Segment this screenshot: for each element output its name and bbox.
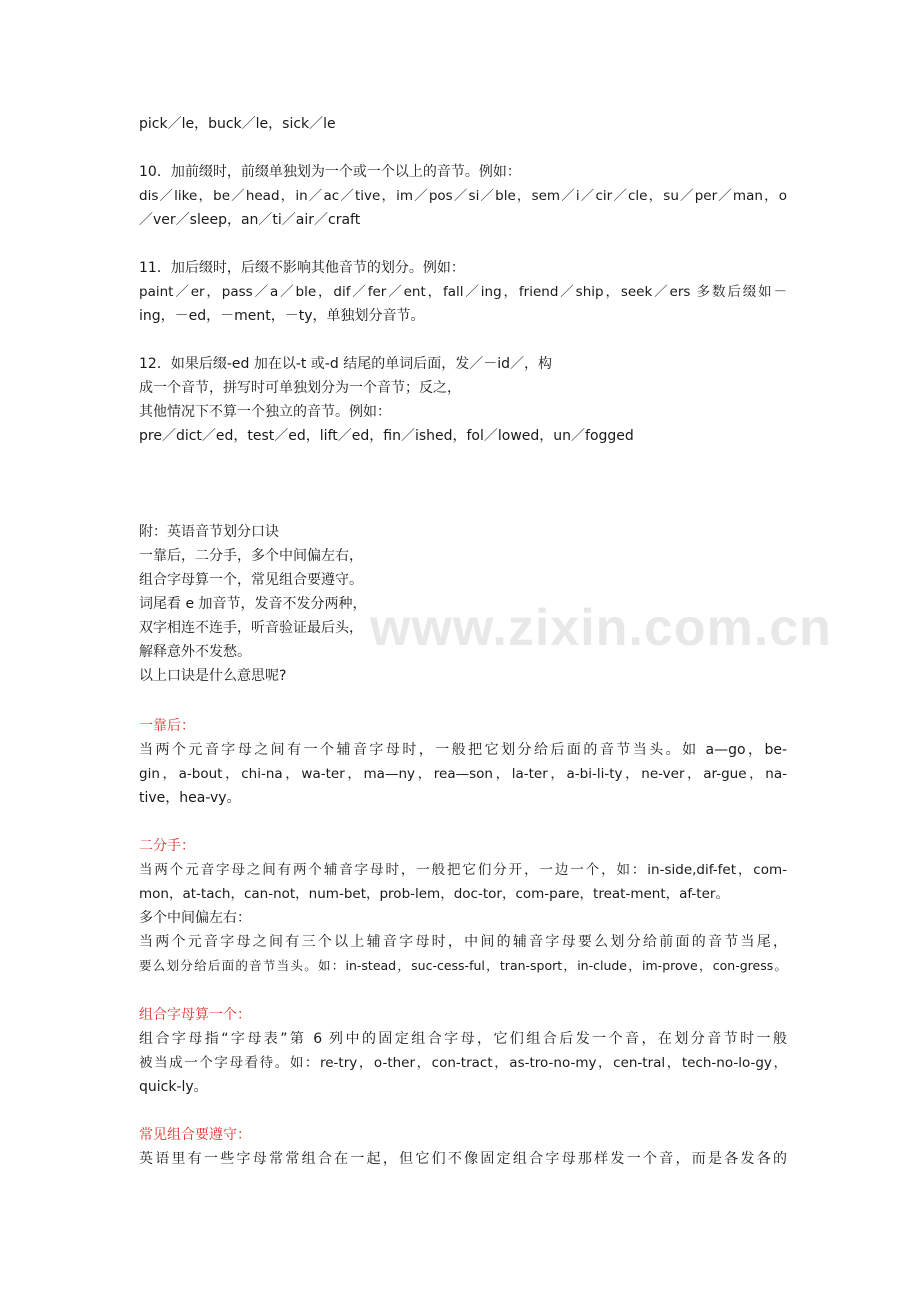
rhyme-line: 解释意外不发愁。 (139, 644, 251, 660)
text-line: 当两个元音字母之间有三个以上辅音字母时，中间的辅音字母要么划分给前面的音节当尾， (139, 934, 787, 950)
text-line: 被当成一个字母看待。如：re-try，o-ther，con-tract，as-tro-no-my，cen-tral，tech-no-lo-gy， (139, 1055, 787, 1071)
rhyme-line: 组合字母算一个，常见组合要遵守。 (139, 572, 363, 588)
rhyme-line: 一靠后，二分手，多个中间偏左右， (139, 548, 363, 564)
text-line: tive，hea-vy。 (139, 790, 241, 806)
rule-11-heading: 11．加后缀时，后缀不影响其他音节的划分。例如： (139, 260, 465, 276)
text-line: pick／le，buck／le，sick／le (139, 116, 336, 132)
text-line: pre／dict／ed，test／ed，lift／ed，fin／ished，fol／lowed，un／fogged (139, 428, 634, 444)
text-line: 当两个元音字母之间有两个辅音字母时，一般把它们分开，一边一个，如：in-side,dif-fet，com- (139, 862, 787, 878)
text-line: 以上口诀是什么意思呢? (139, 668, 287, 684)
text-line: 其他情况下不算一个独立的音节。例如： (139, 404, 391, 420)
text-line: 多个中间偏左右： (139, 910, 251, 926)
text-line: gin，a-bout，chi-na，wa-ter，ma—ny，rea—son，la-ter，a-bi-li-ty，ne-ver，ar-gue，na- (139, 766, 787, 782)
text-line: 成一个音节，拼写时可单独划分为一个音节；反之， (139, 380, 461, 396)
text-line: 当两个元音字母之间有一个辅音字母时，一般把它划分给后面的音节当头。如 a—go，be- (139, 742, 787, 758)
watermark: www.zixin.com.cn (370, 599, 832, 657)
text-line: ／ver／sleep，an／ti／air／craft (139, 212, 361, 228)
section-heading: 组合字母算一个： (139, 1007, 251, 1023)
section-heading: 一靠后： (139, 718, 195, 734)
text-line: quick-ly。 (139, 1079, 208, 1095)
text-line: ing，－ed，－ment，－ty，单独划分音节。 (139, 308, 425, 324)
text-line: paint／er，pass／a／ble，dif／fer／ent，fall／ing，friend／ship，seek／ers 多数后缀如－ (139, 284, 787, 300)
appendix-title: 附：英语音节划分口诀 (139, 524, 279, 540)
text-line: mon，at-tach，can-not，num-bet，prob-lem，doc-tor，com-pare，treat-ment，af-ter。 (139, 886, 729, 902)
rhyme-line: 词尾看 e 加音节，发音不发分两种， (139, 596, 367, 612)
text-line: 组合字母指“字母表”第 6 列中的固定组合字母，它们组合后发一个音，在划分音节时一般 (139, 1031, 787, 1047)
section-heading: 二分手： (139, 838, 195, 854)
rule-10-heading: 10．加前缀时，前缀单独划为一个或一个以上的音节。例如： (139, 164, 521, 180)
rhyme-line: 双字相连不连手，听音验证最后头， (139, 620, 363, 636)
text-line: 英语里有一些字母常常组合在一起，但它们不像固定组合字母那样发一个音，而是各发各的 (139, 1151, 787, 1167)
text-line: 要么划分给后面的音节当头。如：in-stead，suc-cess-ful，tran-sport，in-clude，im-prove，con-gress。 (139, 958, 787, 973)
text-line: dis／like，be／head，in／ac／tive，im／pos／si／ble，sem／i／cir／cle，su／per／man，o (139, 188, 787, 204)
section-heading: 常见组合要遵守： (139, 1127, 251, 1143)
rule-12-heading: 12．如果后缀-ed 加在以-t 或-d 结尾的单词后面，发／－id／，构 (139, 356, 552, 372)
